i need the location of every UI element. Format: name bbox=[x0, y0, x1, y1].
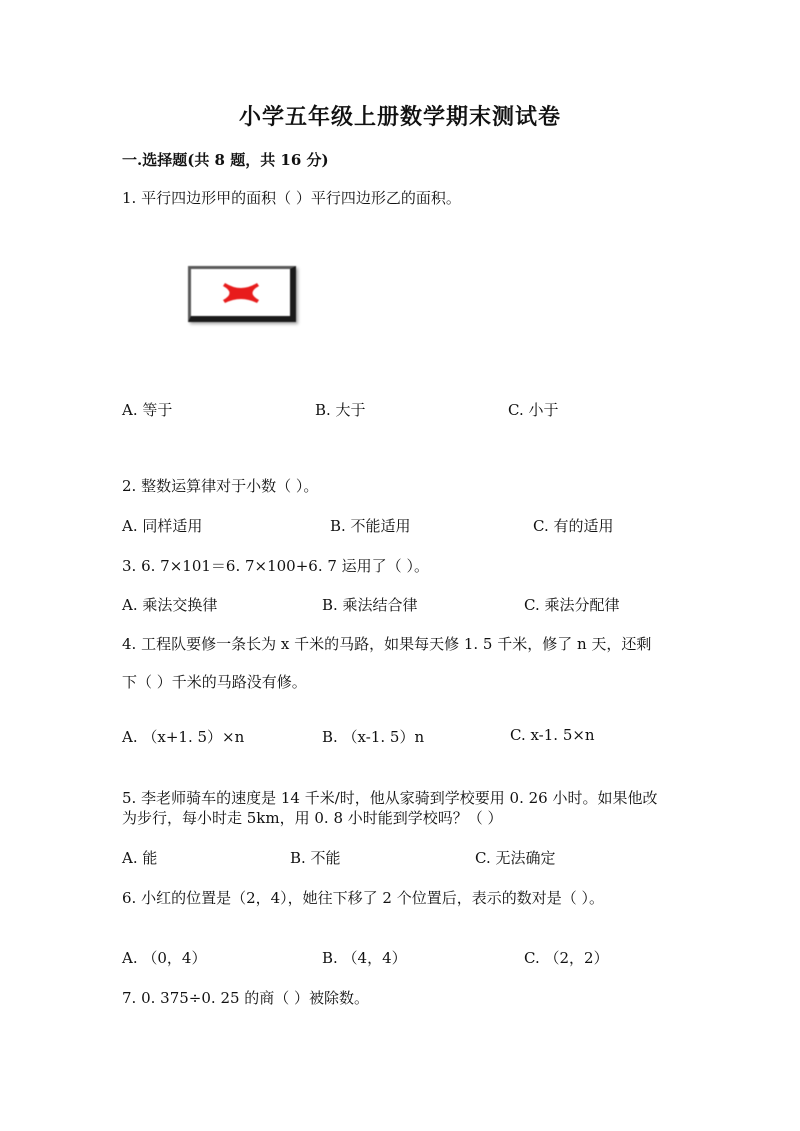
question-5-stem-line-2: 为步行，每小时走 5km，用 0. 8 小时能到学校吗？（ ） bbox=[122, 809, 503, 827]
question-6-option-b[interactable]: B. （4，4） bbox=[322, 949, 407, 967]
question-2-option-c[interactable]: C. 有的适用 bbox=[533, 517, 614, 535]
question-6-option-c[interactable]: C. （2，2） bbox=[524, 949, 609, 967]
question-1-stem: 1. 平行四边形甲的面积（ ）平行四边形乙的面积。 bbox=[122, 189, 461, 207]
question-4-option-a[interactable]: A. （x+1. 5）×n bbox=[122, 728, 245, 746]
question-1-option-b[interactable]: B. 大于 bbox=[315, 401, 366, 419]
section-heading: 一.选择题(共 8 题，共 16 分) bbox=[122, 151, 329, 169]
question-7-stem: 7. 0. 375÷0. 25 的商（ ）被除数。 bbox=[122, 989, 370, 1007]
page-title: 小学五年级上册数学期末测试卷 bbox=[238, 104, 561, 130]
question-6-stem: 6. 小红的位置是（2，4），她往下移了 2 个位置后，表示的数对是（ ）。 bbox=[122, 889, 605, 907]
question-2-option-a[interactable]: A. 同样适用 bbox=[122, 517, 203, 535]
broken-image-icon bbox=[188, 266, 296, 322]
question-5-option-a[interactable]: A. 能 bbox=[122, 849, 158, 867]
question-1-option-c[interactable]: C. 小于 bbox=[508, 401, 559, 419]
question-1-option-a[interactable]: A. 等于 bbox=[122, 401, 173, 419]
question-4-option-c[interactable]: C. x-1. 5×n bbox=[510, 726, 595, 744]
question-4-stem-line-2: 下（ ）千米的马路没有修。 bbox=[122, 673, 307, 691]
question-5-option-c[interactable]: C. 无法确定 bbox=[475, 849, 556, 867]
question-3-option-b[interactable]: B. 乘法结合律 bbox=[322, 596, 418, 614]
question-5-stem-line-1: 5. 李老师骑车的速度是 14 千米/时，他从家骑到学校要用 0. 26 小时。如果他改 bbox=[122, 789, 658, 807]
question-3-option-a[interactable]: A. 乘法交换律 bbox=[122, 596, 218, 614]
question-5-option-b[interactable]: B. 不能 bbox=[290, 849, 341, 867]
question-3-stem: 3. 6. 7×101＝6. 7×100+6. 7 运用了（ ）。 bbox=[122, 557, 429, 575]
question-4-option-b[interactable]: B. （x-1. 5）n bbox=[322, 728, 425, 746]
question-6-option-a[interactable]: A. （0，4） bbox=[122, 949, 207, 967]
question-2-stem: 2. 整数运算律对于小数（ ）。 bbox=[122, 477, 319, 495]
question-3-option-c[interactable]: C. 乘法分配律 bbox=[524, 596, 620, 614]
question-2-option-b[interactable]: B. 不能适用 bbox=[330, 517, 411, 535]
question-4-stem-line-1: 4. 工程队要修一条长为 x 千米的马路，如果每天修 1. 5 千米，修了 n 天，还剩 bbox=[122, 635, 652, 653]
